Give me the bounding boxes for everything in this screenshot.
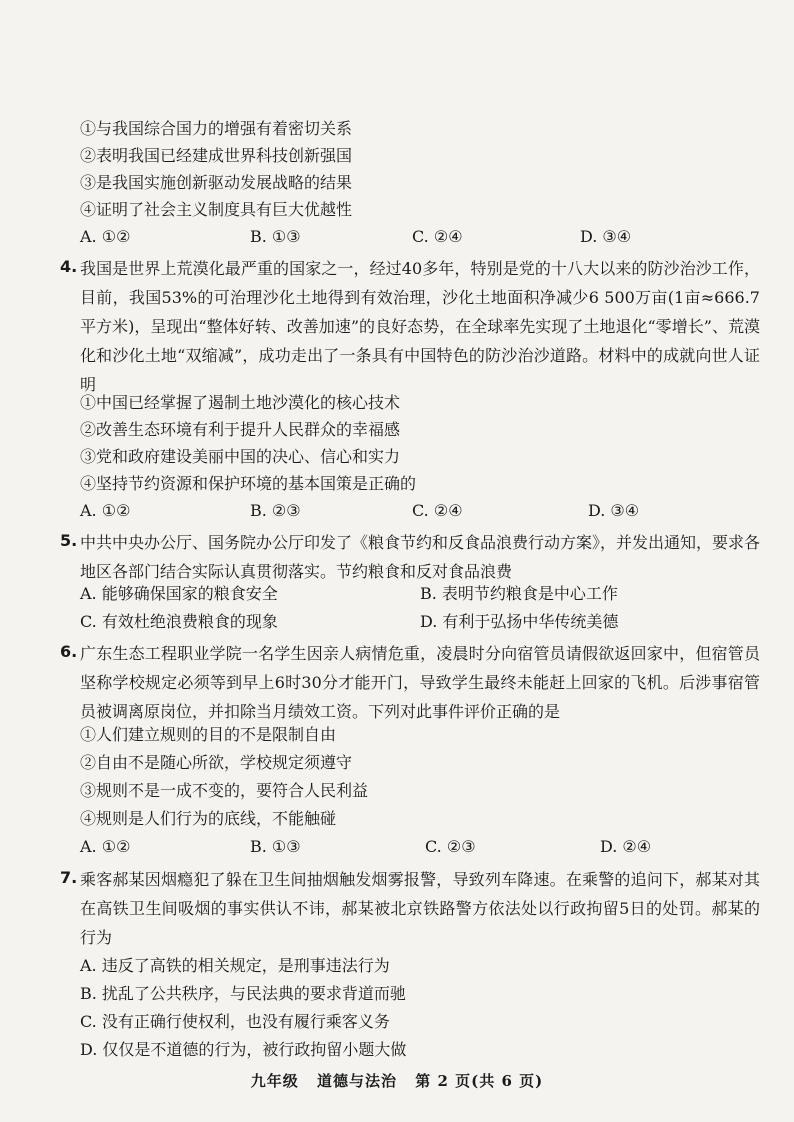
q5-option-b: B. 表明节约粮食是中心工作 [420,584,618,603]
q6-option-c: C. ②③ [425,837,476,856]
q7-option-c: C. 没有正确行使权利，也没有履行乘客义务 [80,1012,390,1031]
q3-statement-1: ①与我国综合国力的增强有着密切关系 [80,119,353,138]
q3-statement-4: ④证明了社会主义制度具有巨大优越性 [80,200,353,219]
q6-statement-2: ②自由不是随心所欲，学校规定须遵守 [80,753,353,772]
q5-option-d: D. 有利于弘扬中华传统美德 [420,612,619,631]
footer-page-number: 第 2 页(共 6 页) [415,1072,544,1090]
footer-grade: 九年级 [250,1072,299,1090]
q6-statement-1: ①人们建立规则的目的不是限制自由 [80,725,337,744]
q6-stem: 广东生态工程职业学院一名学生因亲人病情危重，凌晨时分向宿管员请假欲返回家中，但宿管员坚称学校规定必须等到早上6时30分才能开门，导致学生最终未能赶上回家的飞机。后涉事宿管员被调离原岗位，并扣除当月绩效工资。下列对此事件评价正确的是 [80,644,760,721]
q7-option-a: A. 违反了高铁的相关规定，是刑事违法行为 [80,956,390,975]
q6-option-b: B. ①③ [250,837,301,856]
q4-statement-3: ③党和政府建设美丽中国的决心、信心和实力 [80,447,401,466]
q3-option-b: B. ①③ [250,227,301,246]
q4-option-d: D. ③④ [588,501,640,520]
q6-option-d: D. ②④ [600,837,652,856]
q4-option-b: B. ②③ [250,501,301,520]
q6-option-a: A. ①② [80,837,131,856]
q6-statement-4: ④规则是人们行为的底线，不能触碰 [80,809,337,828]
q6-number: 6. [60,642,78,661]
q4-option-a: A. ①② [80,501,131,520]
q4-statement-2: ②改善生态环境有利于提升人民群众的幸福感 [80,420,401,439]
q5-stem: 中共中央办公厅、国务院办公厅印发了《粮食节约和反食品浪费行动方案》，并发出通知，要求各地区各部门结合实际认真贯彻落实。节约粮食和反对食品浪费 [80,533,761,581]
q3-option-a: A. ①② [80,227,131,246]
q3-option-d: D. ③④ [580,227,632,246]
footer-subject: 道德与法治 [317,1072,398,1090]
q4-stem: 我国是世界上荒漠化最严重的国家之一，经过40多年，特别是党的十八大以来的防沙治沙工作，目前，我国53%的可治理沙化土地得到有效治理，沙化土地面积净减少6 500万亩(1亩≈666.7平方米)，呈现出“整体好转、改善加速”的良好态势，在全球率先实现了土地退化“零增长”、荒漠化和沙化土地“双缩减”，成功走出了一条具有中国特色的防沙治沙道路。材料中的成就向世人证明 [80,259,760,394]
q5-option-c: C. 有效杜绝浪费粮食的现象 [80,612,278,631]
q6-statement-3: ③规则不是一成不变的，要符合人民利益 [80,781,369,800]
q7-stem: 乘客郝某因烟瘾犯了躲在卫生间抽烟触发烟雾报警，导致列车降速。在乘警的追问下，郝某对其在高铁卫生间吸烟的事实供认不讳，郝某被北京铁路警方依法处以行政拘留5日的处罚。郝某的行为 [80,870,760,947]
q4-number: 4. [60,257,78,276]
q4-option-c: C. ②④ [412,501,463,520]
q7-option-b: B. 扰乱了公共秩序，与民法典的要求背道而驰 [80,984,406,1003]
page-footer [0,1070,794,1091]
q3-statement-3: ③是我国实施创新驱动发展战略的结果 [80,173,353,192]
q3-statement-2: ②表明我国已经建成世界科技创新强国 [80,146,353,165]
q4-statement-1: ①中国已经掌握了遏制土地沙漠化的核心技术 [80,393,401,412]
q7-number: 7. [60,868,78,887]
q4-statement-4: ④坚持节约资源和保护环境的基本国策是正确的 [80,474,417,493]
q7-option-d: D. 仅仅是不道德的行为，被行政拘留小题大做 [80,1040,407,1059]
q5-number: 5. [60,531,78,550]
q3-option-c: C. ②④ [412,227,463,246]
q5-option-a: A. 能够确保国家的粮食安全 [80,584,278,603]
